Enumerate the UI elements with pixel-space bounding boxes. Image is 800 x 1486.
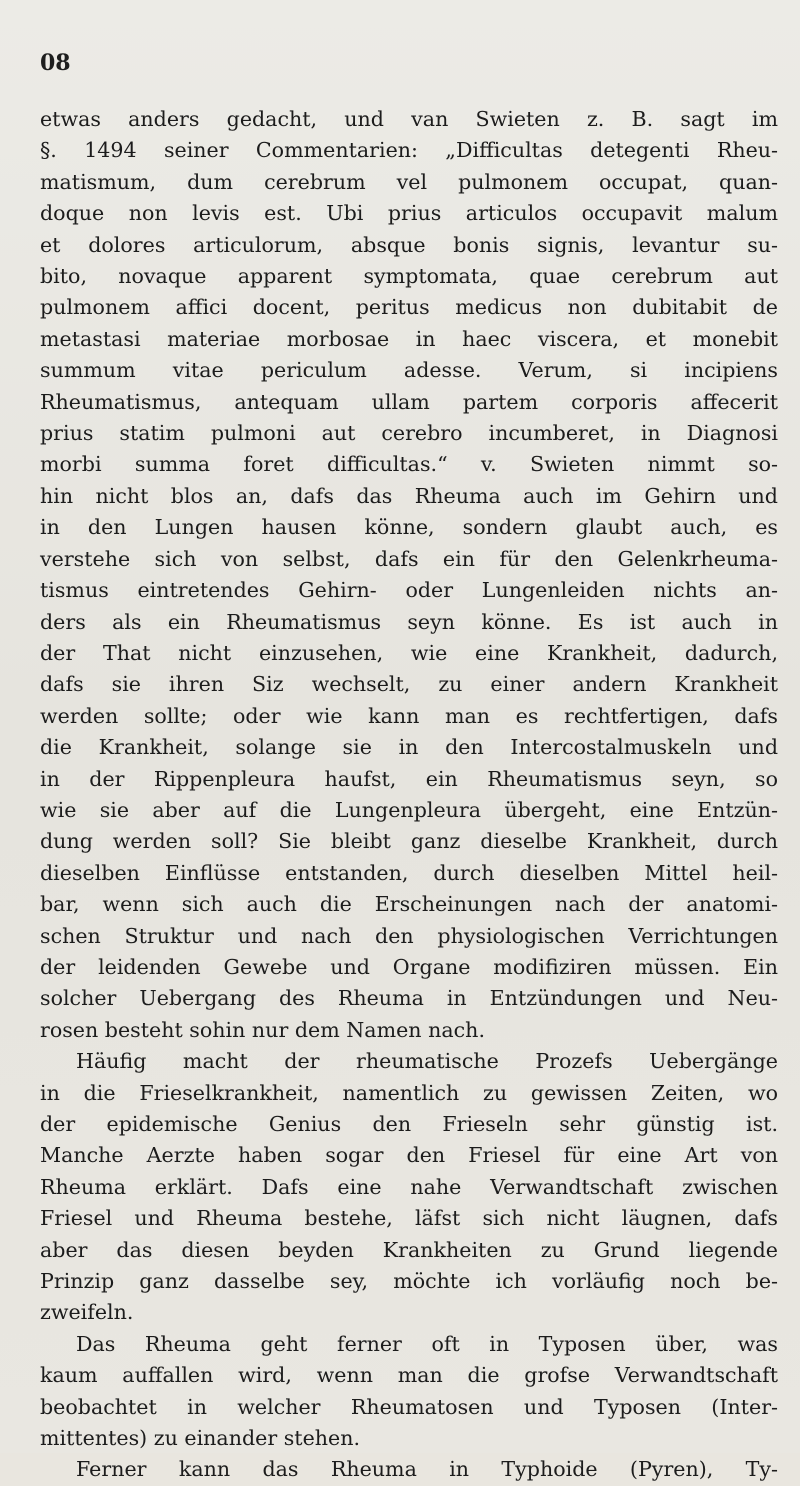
paragraph-start-line: Häufig macht der rheumatische Prozefs Uebergänge [76,1049,778,1074]
text-line: bar, wenn sich auch die Erscheinungen nach der anatomi- [40,892,778,917]
text-line: pulmonem affici docent, peritus medicus non dubitabit de [40,295,778,320]
text-line: ders als ein Rheumatismus seyn könne. Es ist auch in [40,609,778,634]
text-line: matismum, dum cerebrum vel pulmonem occupat, quan- [40,169,778,194]
paragraph-end-line: mittentes) zu einander stehen. [40,1426,361,1451]
text-line: prius statim pulmoni aut cerebro incumberet, in Diagnosi [40,421,778,446]
text-line: beobachtet in welcher Rheumatosen und Typosen (Inter- [40,1394,778,1419]
text-line: Manche Aerzte haben sogar den Friesel für eine Art von [40,1143,778,1168]
page-number: 08 [40,50,71,76]
text-line: Prinzip ganz dasselbe sey, möchte ich vorläufig noch be- [40,1269,778,1294]
text-line: werden sollte; oder wie kann man es rechtfertigen, dafs [40,703,778,728]
paragraph-end-line: rosen besteht sohin nur dem Namen nach. [40,1017,485,1042]
text-line: in der Rippenpleura haufst, ein Rheumatismus seyn, so [40,766,778,791]
text-line: dieselben Einflüsse entstanden, durch dieselben Mittel heil- [40,860,778,885]
text-line: dafs sie ihren Siz wechselt, zu einer andern Krankheit [40,672,778,697]
text-line: wie sie aber auf die Lungenpleura übergeht, eine Entzün- [40,797,778,822]
text-line: Rheuma erklärt. Dafs eine nahe Verwandtschaft zwischen [40,1174,778,1199]
text-line: bito, novaque apparent symptomata, quae cerebrum aut [40,264,778,289]
text-line: tismus eintretendes Gehirn- oder Lungenleiden nichts an- [40,578,778,603]
text-line: etwas anders gedacht, und van Swieten z. B. sagt im [40,107,778,131]
text-line: der epidemische Genius den Frieseln sehr günstig ist. [40,1112,778,1136]
paragraph-start-line: Ferner kann das Rheuma in Typhoide (Pyren), Ty- [76,1457,778,1482]
text-line: schen Struktur und nach den physiologischen Verrichtungen [40,923,778,948]
text-line: §. 1494 seiner Commentarien: „Difficultas detegenti Rheu- [40,138,778,163]
text-line: et dolores articulorum, absque bonis signis, levantur su- [40,232,778,257]
text-line: der leidenden Gewebe und Organe modifiziren müssen. Ein [40,954,778,979]
text-line: in den Lungen hausen könne, sondern glaubt auch, es [40,515,778,540]
text-line: kaum auffallen wird, wenn man die grofse Verwandtschaft [40,1363,778,1388]
text-line: doque non levis est. Ubi prius articulos occupavit malum [40,201,778,226]
text-line: dung werden soll? Sie bleibt ganz dieselbe Krankheit, durch [40,829,778,854]
text-line: aber das diesen beyden Krankheiten zu Grund liegende [40,1237,778,1262]
text-line: hin nicht blos an, dafs das Rheuma auch im Gehirn und [40,483,778,508]
text-line: die Krankheit, solange sie in den Intercostalmuskeln und [40,735,778,760]
text-line: Rheumatismus, antequam ullam partem corporis affecerit [40,389,778,414]
body-text [40,104,778,1486]
paragraph-start-line: Das Rheuma geht ferner oft in Typosen über, was [76,1331,778,1356]
text-line: summum vitae periculum adesse. Verum, si incipiens [40,358,778,383]
text-line: in die Frieselkrankheit, namentlich zu gewissen Zeiten, wo [40,1080,778,1105]
paragraph-end-line: zweifeln. [40,1300,134,1325]
text-line: metastasi materiae morbosae in haec viscera, et monebit [40,326,778,351]
text-line: Friesel und Rheuma bestehe, läfst sich nicht läugnen, dafs [40,1206,778,1231]
text-line: verstehe sich von selbst, dafs ein für den Gelenkrheuma- [40,546,778,571]
text-line: solcher Uebergang des Rheuma in Entzündungen und Neu- [40,986,778,1011]
text-line: morbi summa foret difficultas.“ v. Swieten nimmt so- [40,452,778,477]
text-line: der That nicht einzusehen, wie eine Krankheit, dadurch, [40,640,778,665]
